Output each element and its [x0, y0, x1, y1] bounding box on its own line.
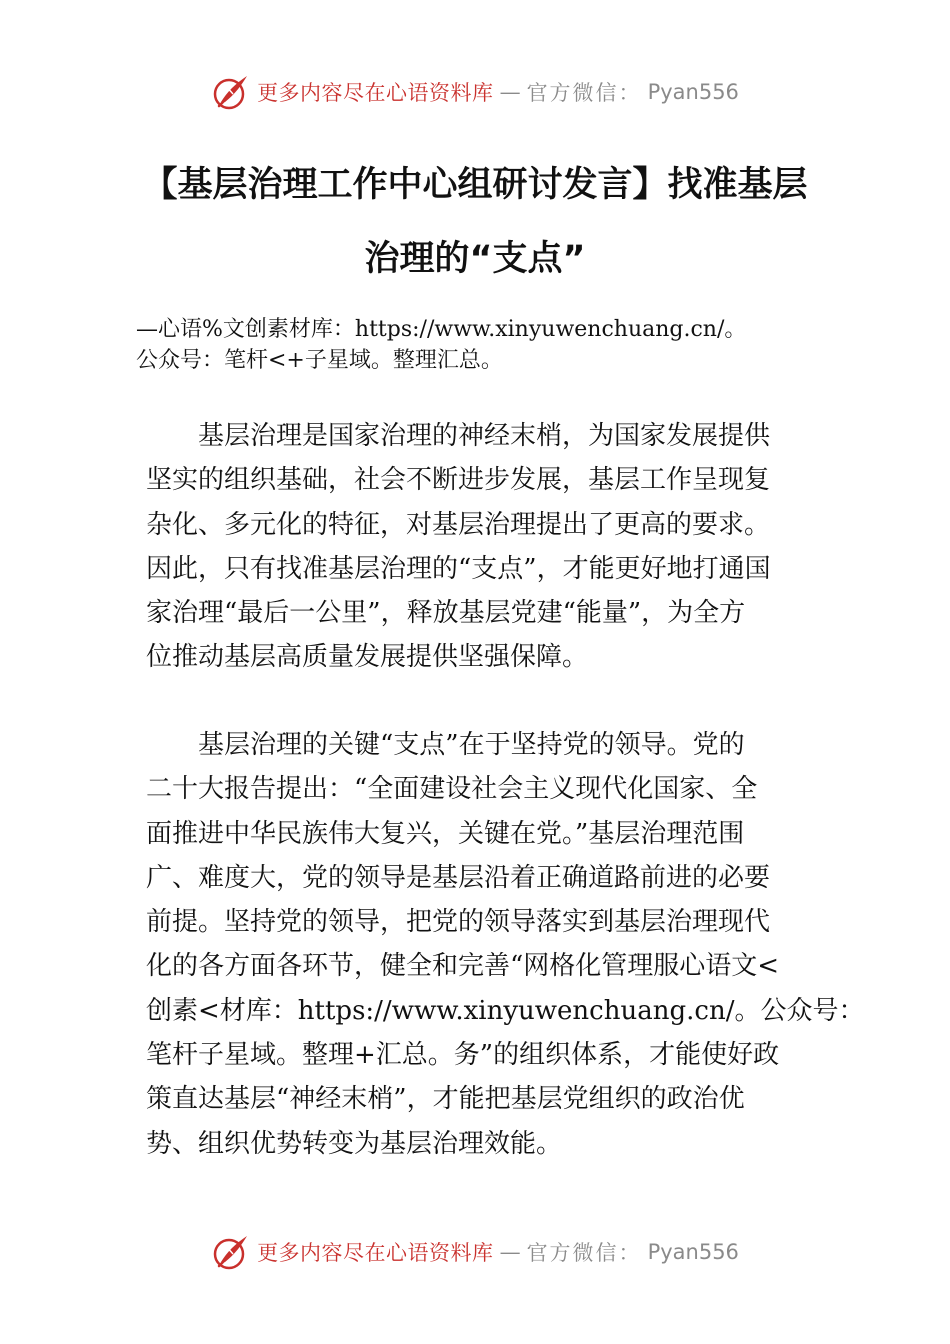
document-title [100, 148, 850, 296]
text-line: 策直达基层“神经末梢”，才能把基层党组织的政治优 [146, 1084, 745, 1115]
text-line: 杂化、多元化的特征，对基层治理提出了更高的要求。 [146, 509, 771, 540]
text-line: 化的各方面各环节，健全和完善“网格化管理服心语文< [146, 951, 780, 982]
text-line: 基层治理的关键“支点”在于坚持党的领导。党的 [198, 730, 745, 760]
title-line-2: 治理的“支点” [364, 239, 586, 279]
footer-banner [0, 1232, 950, 1272]
text-line: 面推进中华民族伟大复兴，关键在党。”基层治理范围 [146, 818, 745, 849]
banner-wechat-label: 官方微信： [526, 1241, 642, 1265]
text-line: 二十大报告提出：“全面建设社会主义现代化国家、全 [146, 774, 758, 805]
text-line: 位推动基层高质量发展提供坚强保障。 [146, 642, 589, 673]
paragraph-2 [146, 723, 865, 1166]
banner-wechat-id: Pyan556 [647, 1240, 739, 1264]
source-line-1: —心语%文创素材库：https://www.xinyuwenchuang.cn/。 [136, 317, 747, 342]
text-line: 笔杆子星域。整理+汇总。务”的组织体系，才能使好政 [146, 1040, 780, 1071]
quill-logo-icon [211, 1232, 251, 1272]
source-line-2: 公众号：笔杆<+子星域。整理汇总。 [136, 348, 503, 373]
paragraph-1 [146, 414, 836, 680]
source-note [136, 314, 836, 376]
quill-logo-icon [211, 72, 251, 112]
banner-text: 更多内容尽在心语资料库 [257, 81, 494, 105]
text-line: 势、组织优势转变为基层治理效能。 [146, 1128, 563, 1159]
text-line: 坚实的组织基础，社会不断进步发展，基层工作呈现复 [146, 465, 771, 496]
banner-text: 更多内容尽在心语资料库 [257, 1241, 494, 1265]
header-banner [0, 72, 950, 112]
banner-separator: — [499, 80, 521, 104]
text-line: 广、难度大，党的领导是基层沿着正确道路前进的必要 [146, 862, 771, 893]
text-line: 家治理“最后一公里”，释放基层党建“能量”，为全方 [146, 598, 746, 629]
text-line: 基层治理是国家治理的神经末梢，为国家发展提供 [198, 421, 771, 451]
banner-wechat-id: Pyan556 [647, 80, 739, 104]
text-line: 前提。坚持党的领导，把党的领导落实到基层治理现代 [146, 907, 771, 938]
text-line: 因此，只有找准基层治理的“支点”，才能更好地打通国 [146, 553, 771, 584]
title-line-1: 【基层治理工作中心组研讨发言】找准基层 [142, 165, 808, 205]
text-line: 创素<材库：https://www.xinyuwenchuang.cn/。公众号： [146, 995, 865, 1026]
banner-wechat-label: 官方微信： [526, 81, 642, 105]
banner-separator: — [499, 1240, 521, 1264]
